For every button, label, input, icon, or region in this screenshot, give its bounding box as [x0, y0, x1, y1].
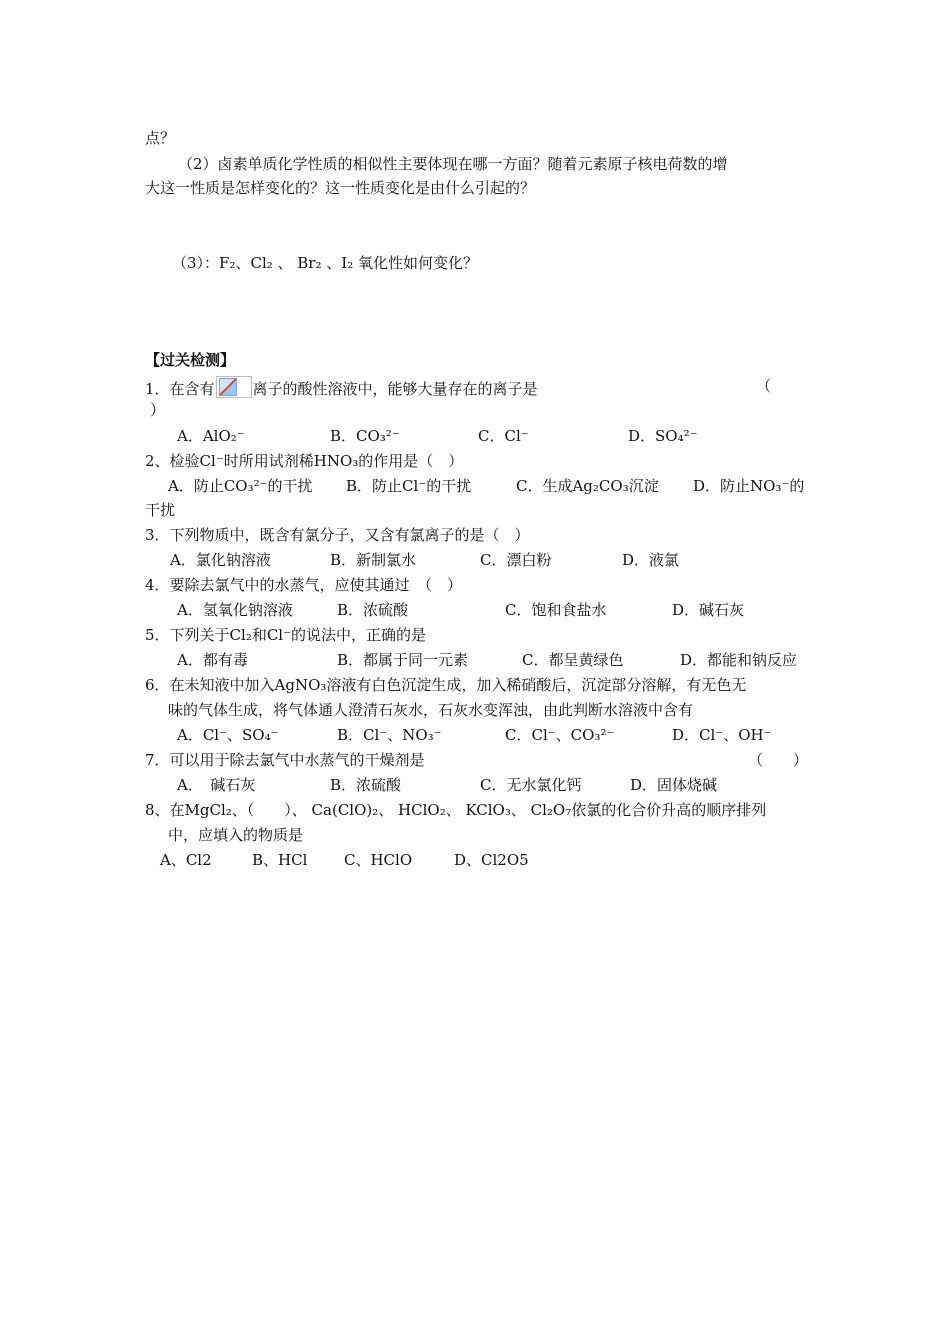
- q3-stem: 3．下列物质中，既含有氯分子，又含有氯离子的是（ ）: [145, 526, 530, 544]
- q1-option-b: B．CO₃²⁻: [330, 427, 400, 445]
- q4-stem: 4．要除去氯气中的水蒸气，应使其通过 （ ）: [145, 576, 463, 594]
- q2-option-b: B．防止Cl⁻的干扰: [346, 477, 472, 495]
- q5-option-c: C．都呈黄绿色: [522, 651, 624, 669]
- section-title: 【过关检测】: [145, 351, 236, 369]
- intro-line-1: 点？: [145, 129, 176, 147]
- q2-continuation: 干扰: [145, 501, 176, 519]
- q2-stem: 2、检验Cl⁻时所用试剂稀HNO₃的作用是（ ）: [145, 452, 464, 470]
- q1-paren-open: （: [756, 377, 772, 395]
- q6-option-a: A．Cl⁻、SO₄⁻: [177, 726, 279, 744]
- intro-question-3: （3）：F₂、Cl₂ 、 Br₂ 、I₂ 氧化性如何变化？: [172, 254, 478, 272]
- q8-option-b: B、HCl: [252, 851, 308, 869]
- q7-answer-paren: （ ）: [748, 751, 809, 769]
- q7-option-d: D．固体烧碱: [630, 776, 718, 794]
- q7-option-b: B．浓硫酸: [330, 776, 402, 794]
- q4-option-a: A．氢氧化钠溶液: [177, 601, 293, 619]
- q1-stem-start: 1．在含有: [145, 380, 215, 398]
- q1-option-d: D．SO₄²⁻: [628, 427, 698, 445]
- q1-paren-close: ）: [150, 401, 166, 419]
- q5-stem: 5．下列关于Cl₂和Cl⁻的说法中，正确的是: [145, 626, 427, 644]
- q5-option-b: B．都属于同一元素: [337, 651, 469, 669]
- q5-option-d: D．都能和钠反应: [680, 651, 798, 669]
- q7-stem: 7．可以用于除去氯气中水蒸气的干燥剂是: [145, 751, 425, 769]
- q6-option-c: C．Cl⁻、CO₃²⁻: [505, 726, 615, 744]
- q8-option-a: A、Cl2: [160, 851, 212, 869]
- q1-stem-end: 离子的酸性溶液中，能够大量存在的离子是: [252, 380, 538, 398]
- q1-option-a: A．AlO₂⁻: [177, 427, 245, 445]
- q6-stem-line-2: 味的气体生成，将气体通人澄清石灰水，石灰水变浑浊，由此判断水溶液中含有: [168, 701, 694, 719]
- q7-option-c: C．无水氯化钙: [480, 776, 582, 794]
- q4-option-c: C．饱和食盐水: [505, 601, 607, 619]
- q6-option-b: B．Cl⁻、NO₃⁻: [337, 726, 442, 744]
- q1-stem: [145, 376, 538, 399]
- q8-stem-line-2: 中，应填入的物质是: [168, 826, 304, 844]
- q6-stem-line-1: 6．在未知液中加入AgNO₃溶液有白色沉淀生成，加入稀硝酸后，沉淀部分溶解，有无色无: [145, 676, 747, 694]
- q5-option-a: A．都有毒: [177, 651, 248, 669]
- q8-option-c: C、HClO: [344, 851, 413, 869]
- q2-option-a: A．防止CO₃²⁻的干扰: [168, 477, 313, 495]
- q6-option-d: D．Cl⁻、OH⁻: [672, 726, 772, 744]
- intro-question-2-line-1: （2）卤素单质化学性质的相似性主要体现在哪一方面？随着元素原子核电荷数的增: [178, 155, 728, 173]
- q4-option-d: D．碱石灰: [672, 601, 745, 619]
- q3-option-d: D．液氯: [622, 551, 680, 569]
- q4-option-b: B．浓硫酸: [337, 601, 409, 619]
- q8-stem-line-1: 8、在MgCl₂、（ ）、 Ca(ClO)₂、 HClO₂、 KClO₃、 Cl₂O₇依氯的化合价升高的顺序排列: [145, 801, 767, 819]
- q3-option-b: B．新制氯水: [330, 551, 417, 569]
- intro-question-2-line-2: 大这一性质是怎样变化的？这一性质变化是由什么引起的？: [145, 179, 536, 197]
- q3-option-c: C．漂白粉: [480, 551, 552, 569]
- q8-option-d: D、Cl2O5: [454, 851, 529, 869]
- q2-option-c: C．生成Ag₂CO₃沉淀: [516, 477, 659, 495]
- q1-option-c: C．Cl⁻: [478, 427, 529, 445]
- q7-option-a: A． 碱石灰: [177, 776, 256, 794]
- q2-option-d: D．防止NO₃⁻的: [693, 477, 805, 495]
- q3-option-a: A．氯化钠溶液: [170, 551, 271, 569]
- broken-image-icon: [216, 376, 252, 398]
